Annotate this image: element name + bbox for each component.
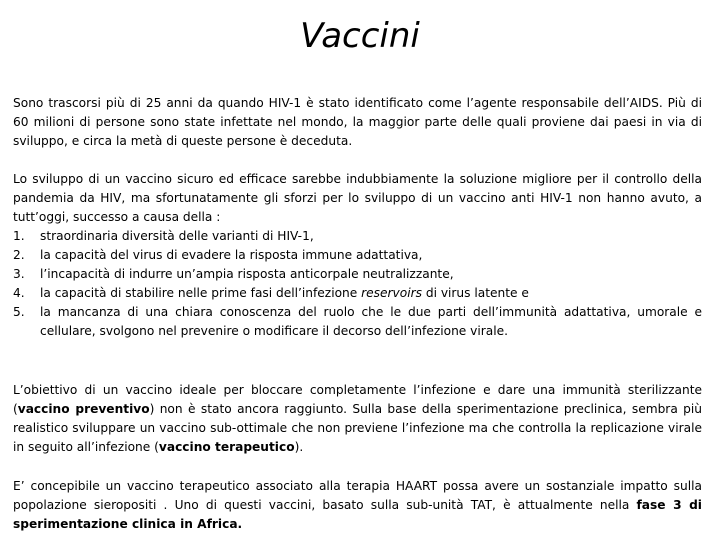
list-item-text: la capacità del virus di evadere la risposta immune adattativa, bbox=[40, 248, 423, 262]
paragraph-vaccine-obstacles bbox=[13, 170, 702, 341]
list-item-number: 1. bbox=[13, 229, 25, 243]
list-item-text: straordinaria diversità delle varianti di HIV-1, bbox=[40, 229, 314, 243]
text-part: ) non è stato ancora raggiunto. Sulla base della sperimentazione preclinica, sembra più realistico sviluppare un vaccino sub-ottimale che non previene l’infezione ma che controlla la replicazione virale in seguito all’infezione ( bbox=[13, 402, 703, 454]
list-item bbox=[13, 265, 702, 284]
bold-term-preventive: vaccino preventivo bbox=[17, 402, 150, 416]
obstacles-intro: Lo sviluppo di un vaccino sicuro ed efficace sarebbe indubbiamente la soluzione migliore per il controllo della pandemia da HIV, ma sfortunatamente gli sforzi per lo sviluppo di un vaccino anti HIV-1 non hanno avuto, a tutt’oggi, successo a causa della : bbox=[13, 172, 702, 224]
list-item bbox=[13, 303, 702, 341]
text-part: L’obiettivo di un vaccino ideale per bloccare completamente l’infezione e dare una immunità sterilizzante ( bbox=[13, 383, 702, 416]
ideal-vaccine-text bbox=[13, 381, 702, 457]
paragraph-haart bbox=[13, 477, 702, 534]
text-part: ). bbox=[294, 440, 304, 454]
text-part: E’ concepibile un vaccino terapeutico associato alla terapia HAART possa avere un sostanziale impatto sulla popolazione sieropositi . Uno di questi vaccini, basato sulla sub-unità TAT, è attualmente nella bbox=[13, 479, 702, 512]
slide-title: Vaccini bbox=[300, 16, 420, 56]
paragraph-intro-text: Sono trascorsi più di 25 anni da quando HIV-1 è stato identificato come l’agente responsabile dell’AIDS. Più di 60 milioni di persone sono state infettate nel mondo, la maggior parte delle quali proviene dai paesi in via di sviluppo, e circa la metà di queste persone è deceduta. bbox=[13, 96, 702, 148]
list-item bbox=[13, 227, 702, 246]
list-item-text: la mancanza di una chiara conoscenza del ruolo che le due parti dell’immunità adattativa, umorale e cellulare, svolgono nel prevenire o modificare il decorso dell’infezione virale. bbox=[40, 305, 702, 338]
list-item-text-part: di virus latente e bbox=[421, 286, 529, 300]
bold-phase-3: fase 3 di sperimentazione clinica in Africa. bbox=[13, 498, 702, 531]
list-item-text bbox=[40, 286, 529, 300]
bold-term-therapeutic: vaccino terapeutico bbox=[158, 440, 295, 454]
list-item-number: 4. bbox=[13, 286, 25, 300]
obstacles-list bbox=[13, 227, 702, 341]
list-item-text-part: la capacità di stabilire nelle prime fasi dell’infezione bbox=[40, 286, 362, 300]
list-item-number: 5. bbox=[13, 305, 25, 319]
paragraph-ideal-vaccine bbox=[13, 381, 702, 457]
list-item-number: 2. bbox=[13, 248, 25, 262]
list-item-text: l’incapacità di indurre un’ampia risposta anticorpale neutralizzante, bbox=[40, 267, 454, 281]
haart-text bbox=[13, 477, 702, 534]
list-item bbox=[13, 284, 702, 303]
list-item-number: 3. bbox=[13, 267, 25, 281]
list-item-italic-term: reservoirs bbox=[361, 286, 422, 300]
list-item bbox=[13, 246, 702, 265]
paragraph-intro bbox=[13, 94, 702, 151]
